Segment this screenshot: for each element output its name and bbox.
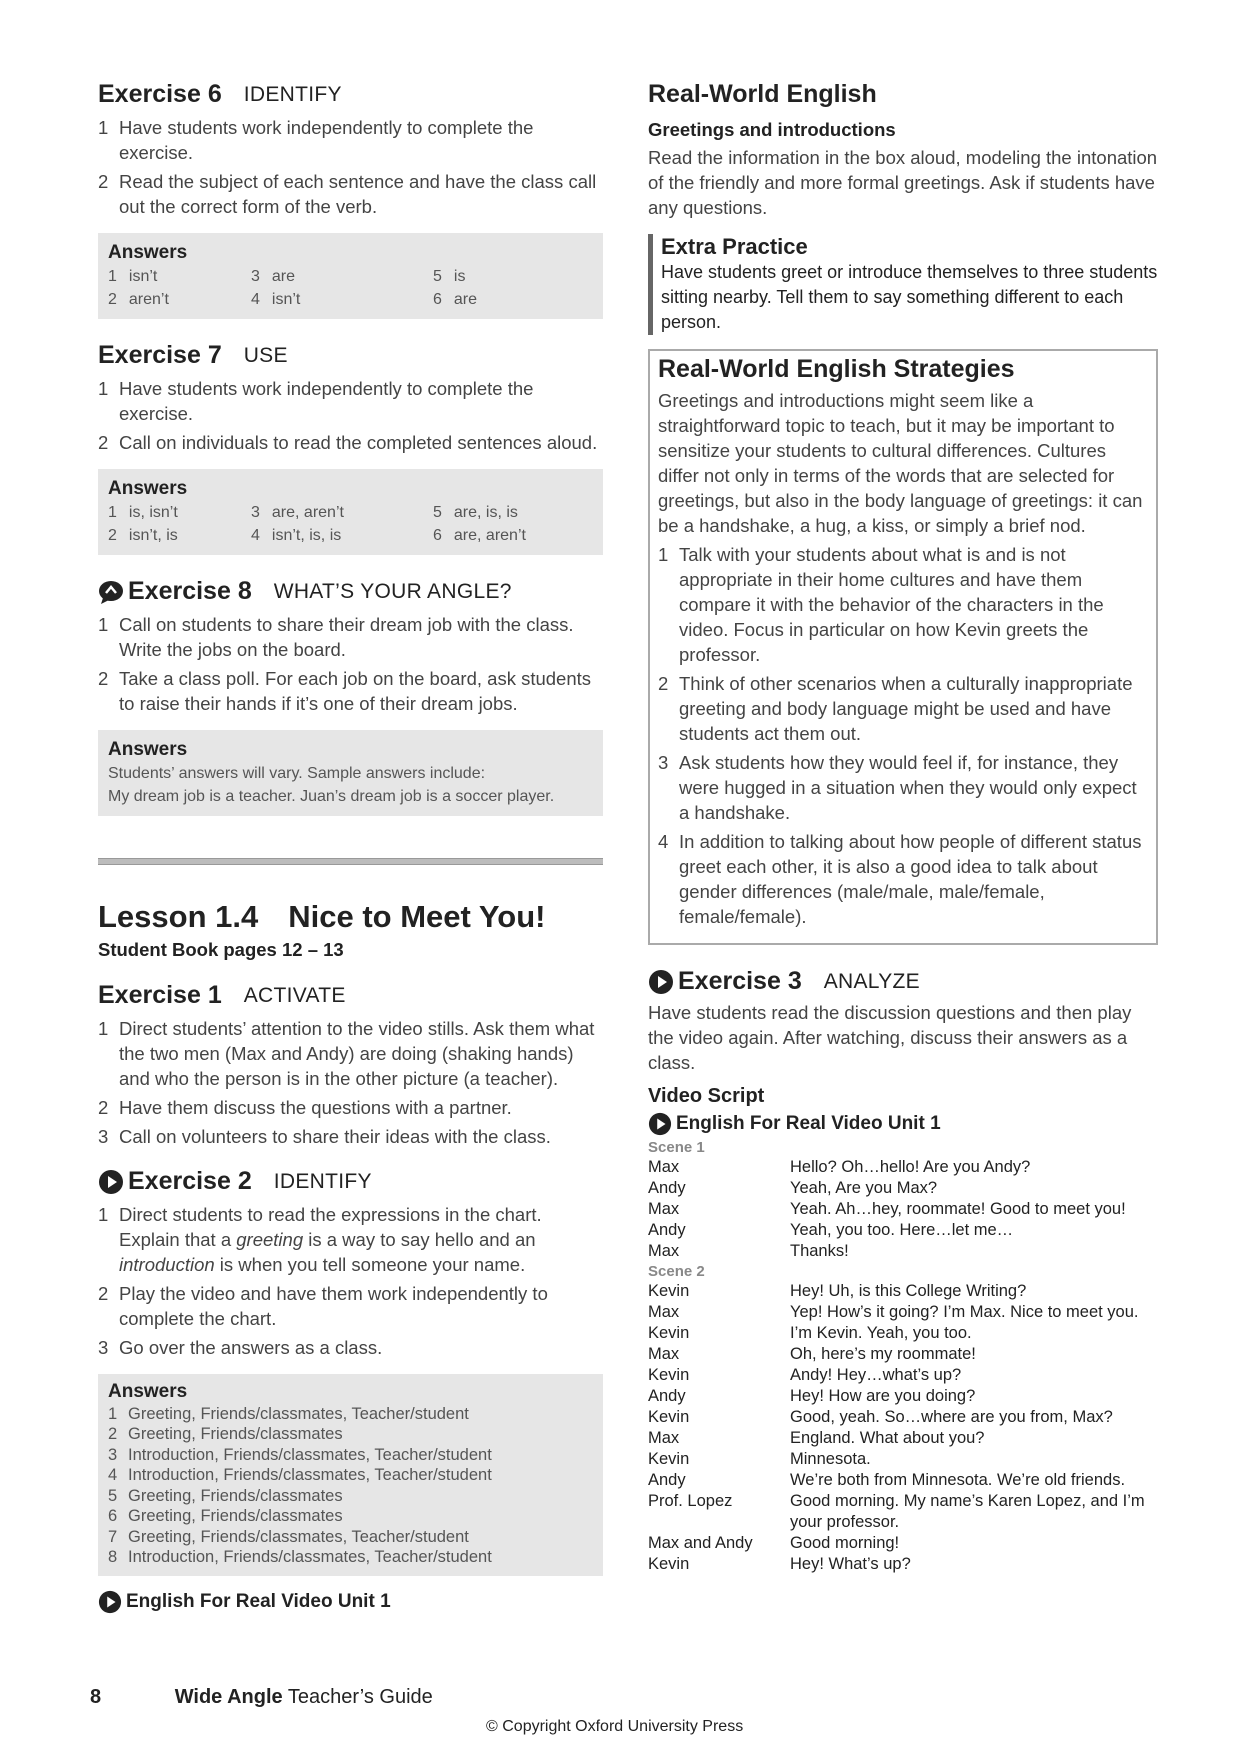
- exercise-2-steps: [98, 1202, 603, 1360]
- line-text: Andy! Hey…what’s up?: [790, 1366, 962, 1384]
- list-item: 2 Take a class poll. For each job on the board, ask students to raise their hands if it’s one of their dream jobs.: [98, 668, 592, 714]
- exercise-6-answers: Answers 1 isn’t 3 are 5 is 2 aren’t 4 isn’t 6 are: [98, 233, 603, 319]
- script-line: [648, 1157, 1158, 1178]
- lesson-title: Lesson 1.4 Nice to Meet You!: [98, 899, 546, 934]
- list-item: 1 Have students work independently to complete the exercise.: [98, 378, 534, 424]
- play-icon: [98, 1590, 122, 1614]
- line-text: Hello? Oh…hello! Are you Andy?: [790, 1158, 1031, 1176]
- script-line: [648, 1281, 1158, 1302]
- speaker: Kevin: [648, 1366, 690, 1384]
- list-item: 2 Think of other scenarios when a culturally inappropriate greeting and body language might be used and have students act them out.: [658, 673, 1133, 744]
- list-item: 2 Call on individuals to read the completed sentences aloud.: [98, 432, 598, 453]
- page-footer: [90, 1686, 433, 1709]
- speaker: Max: [648, 1158, 680, 1176]
- exercise-8-steps: [98, 612, 603, 716]
- exercise-1-steps: [98, 1016, 603, 1149]
- student-book-pages: Student Book pages 12 – 13: [98, 939, 344, 960]
- script-line: [648, 1344, 1158, 1365]
- script-line: [648, 1554, 1158, 1575]
- real-world-english-heading: Real-World English: [648, 80, 877, 108]
- list-item: 2 Read the subject of each sentence and have the class call out the correct form of the verb.: [98, 171, 597, 217]
- exercise-3-paragraph: Have students read the discussion questions and then play the video again. After watching, discuss their answers as a class.: [648, 1002, 1132, 1073]
- speaker: Prof. Lopez: [648, 1492, 733, 1510]
- section-divider: [98, 858, 603, 865]
- speaker: Andy: [648, 1179, 686, 1197]
- video-script: [648, 1138, 1158, 1575]
- speaker: Kevin: [648, 1282, 690, 1300]
- left-column: [98, 80, 603, 1614]
- script-line: [648, 1491, 1158, 1533]
- line-text: Good morning!: [790, 1534, 900, 1552]
- script-line: [648, 1178, 1158, 1199]
- list-item: 4 In addition to talking about how people of different status greet each other, it is also a good idea to talk about gender differences (male/male, male/female, female/female).: [658, 831, 1142, 927]
- exercise-8-heading: Exercise 8 WHAT’S YOUR ANGLE?: [98, 577, 603, 606]
- scene-label: Scene 1: [648, 1139, 705, 1156]
- right-column: [648, 80, 1158, 1575]
- list-item: 2 Have them discuss the questions with a partner.: [98, 1097, 512, 1118]
- video-script-heading: Video Script: [648, 1085, 765, 1107]
- script-line: [648, 1302, 1158, 1323]
- script-line: [648, 1199, 1158, 1220]
- list-item: 1 Call on students to share their dream job with the class. Write the jobs on the board.: [98, 614, 574, 660]
- play-icon: [648, 1112, 672, 1136]
- line-text: Hey! What’s up?: [790, 1555, 911, 1573]
- speaker: Kevin: [648, 1408, 690, 1426]
- exercise-7-heading: Exercise 7 USE: [98, 341, 288, 369]
- list-item: 3 Go over the answers as a class.: [98, 1337, 383, 1358]
- exercise-3-heading: Exercise 3 ANALYZE: [648, 967, 1158, 996]
- greetings-subheading: Greetings and introductions: [648, 119, 896, 140]
- list-item: 1 Direct students to read the expressions in the chart. Explain that a greeting is a way to say hello and an introduction is when you tell someone your name.: [98, 1204, 542, 1275]
- list-item: 1 Direct students’ attention to the video stills. Ask them what the two men (Max and Andy) are doing (shaking hands) and who the person is in the other picture (a teacher).: [98, 1018, 595, 1089]
- scene-1-lines: [648, 1157, 1158, 1262]
- line-text: Thanks!: [790, 1242, 849, 1260]
- script-line: [648, 1241, 1158, 1262]
- exercise-6-steps: [98, 115, 603, 219]
- list-item: 1 Talk with your students about what is and is not appropriate in their home cultures and have them compare it with the behavior of the characters in the video. Focus in particular on how Kevin greets the professor.: [658, 544, 1104, 665]
- exercise-6-heading: Exercise 6 IDENTIFY: [98, 80, 342, 108]
- book-title: Wide Angle: [174, 1686, 283, 1708]
- speaker: Max: [648, 1429, 680, 1447]
- speaker: Andy: [648, 1471, 686, 1489]
- copyright-notice: © Copyright Oxford University Press: [486, 1718, 744, 1735]
- play-icon: [648, 969, 674, 995]
- line-text: Good, yeah. So…where are you from, Max?: [790, 1408, 1113, 1426]
- speaker: Kevin: [648, 1324, 690, 1342]
- line-text: We’re both from Minnesota. We’re old friends.: [790, 1471, 1126, 1489]
- line-text: I’m Kevin. Yeah, you too.: [790, 1324, 972, 1342]
- script-line: [648, 1533, 1158, 1554]
- list-item: 1 Have students work independently to complete the exercise.: [98, 117, 534, 163]
- script-line: [648, 1470, 1158, 1491]
- speaker: Max: [648, 1200, 680, 1218]
- page-number: 8: [90, 1686, 102, 1708]
- list-item: 2 Play the video and have them work independently to complete the chart.: [98, 1283, 548, 1329]
- script-line: [648, 1428, 1158, 1449]
- speech-bubble-icon: [98, 579, 124, 605]
- video-reference: English For Real Video Unit 1: [98, 1590, 603, 1614]
- line-text: Yeah. Ah…hey, roommate! Good to meet you!: [790, 1200, 1126, 1218]
- line-text: Good morning. My name’s Karen Lopez, and I’m your professor.: [790, 1492, 1145, 1531]
- line-text: Hey! How are you doing?: [790, 1387, 976, 1405]
- extra-practice-box: Extra Practice Have students greet or introduce themselves to three students sitting nearby. Tell them to say something different to each person.: [648, 234, 1158, 335]
- exercise-1-heading: Exercise 1 ACTIVATE: [98, 981, 346, 1009]
- speaker: Kevin: [648, 1450, 690, 1468]
- script-line: [648, 1323, 1158, 1344]
- strategies-box: Real-World English Strategies Greetings and introductions might seem like a straightforward topic to teach, but it may be important to sensitize your students to cultural differences. Cultures differ not only in terms of the words that are selected for greetings, but also in the body language of greetings: it can be a handshake, a hug, a kiss, or simply a brief nod. 1 Talk with your students about what is and is not appropriate in their home cultures and have them compare it with the behavior of the characters in the video. Focus in particular on how Kevin greets the professor. 2 Think of other scenarios when a culturally inappropriate greeting and body language might be used and have students act them out. 3 Ask students how they would feel if, for instance, they were hugged in a situation when they would only expect a handshake. 4 In addition to talking about how people of different status greet each other, it is also a good idea to talk about gender differences (male/male, male/female, female/female).: [648, 349, 1158, 945]
- scene-label: Scene 2: [648, 1263, 705, 1280]
- exercise-2-heading: Exercise 2 IDENTIFY: [98, 1167, 603, 1196]
- script-line: [648, 1365, 1158, 1386]
- exercise-7-steps: [98, 376, 603, 455]
- script-line: [648, 1220, 1158, 1241]
- speaker: Andy: [648, 1221, 686, 1239]
- exercise-7-answers: Answers 1 is, isn’t 3 are, aren’t 5 are, is, is 2 isn’t, is 4 isn’t, is, is 6 are, aren’t: [98, 469, 603, 555]
- script-line: [648, 1407, 1158, 1428]
- real-world-paragraph: Read the information in the box aloud, modeling the intonation of the friendly and more formal greetings. Ask if students have any questions.: [648, 147, 1158, 218]
- line-text: England. What about you?: [790, 1429, 985, 1447]
- speaker: Andy: [648, 1387, 686, 1405]
- script-line: [648, 1449, 1158, 1470]
- exercise-2-answers: Answers 1 Greeting, Friends/classmates, Teacher/student 2 Greeting, Friends/classmates 3 Introduction, Friends/classmates, Teacher/student 4 Introduction, Friends/classmates, Teacher/student 5 Greeting, Friends/classmates 6 Greeting, Friends/classmates 7 Greeting, Friends/classmates, Teacher/student 8 Introduction, Friends/classmates, Teacher/student: [98, 1374, 603, 1576]
- speaker: Max: [648, 1242, 680, 1260]
- speaker: Max and Andy: [648, 1534, 753, 1552]
- speaker: Max: [648, 1345, 680, 1363]
- video-script-reference: English For Real Video Unit 1: [648, 1112, 1158, 1136]
- speaker: Max: [648, 1303, 680, 1321]
- line-text: Oh, here’s my roommate!: [790, 1345, 976, 1363]
- line-text: Yeah, you too. Here…let me…: [790, 1221, 1014, 1239]
- scene-2-lines: [648, 1281, 1158, 1575]
- speaker: Kevin: [648, 1555, 690, 1573]
- line-text: Yep! How’s it going? I’m Max. Nice to meet you.: [790, 1303, 1139, 1321]
- line-text: Hey! Uh, is this College Writing?: [790, 1282, 1027, 1300]
- list-item: 3 Call on volunteers to share their ideas with the class.: [98, 1126, 551, 1147]
- list-item: 3 Ask students how they would feel if, for instance, they were hugged in a situation when they would only expect a handshake.: [658, 752, 1137, 823]
- script-line: [648, 1386, 1158, 1407]
- line-text: Yeah, Are you Max?: [790, 1179, 938, 1197]
- line-text: Minnesota.: [790, 1450, 871, 1468]
- guide-label: Teacher’s Guide: [287, 1686, 433, 1708]
- play-icon: [98, 1169, 124, 1195]
- exercise-8-answers: Answers Students’ answers will vary. Sample answers include: My dream job is a teacher. Juan’s dream job is a soccer player.: [98, 730, 603, 816]
